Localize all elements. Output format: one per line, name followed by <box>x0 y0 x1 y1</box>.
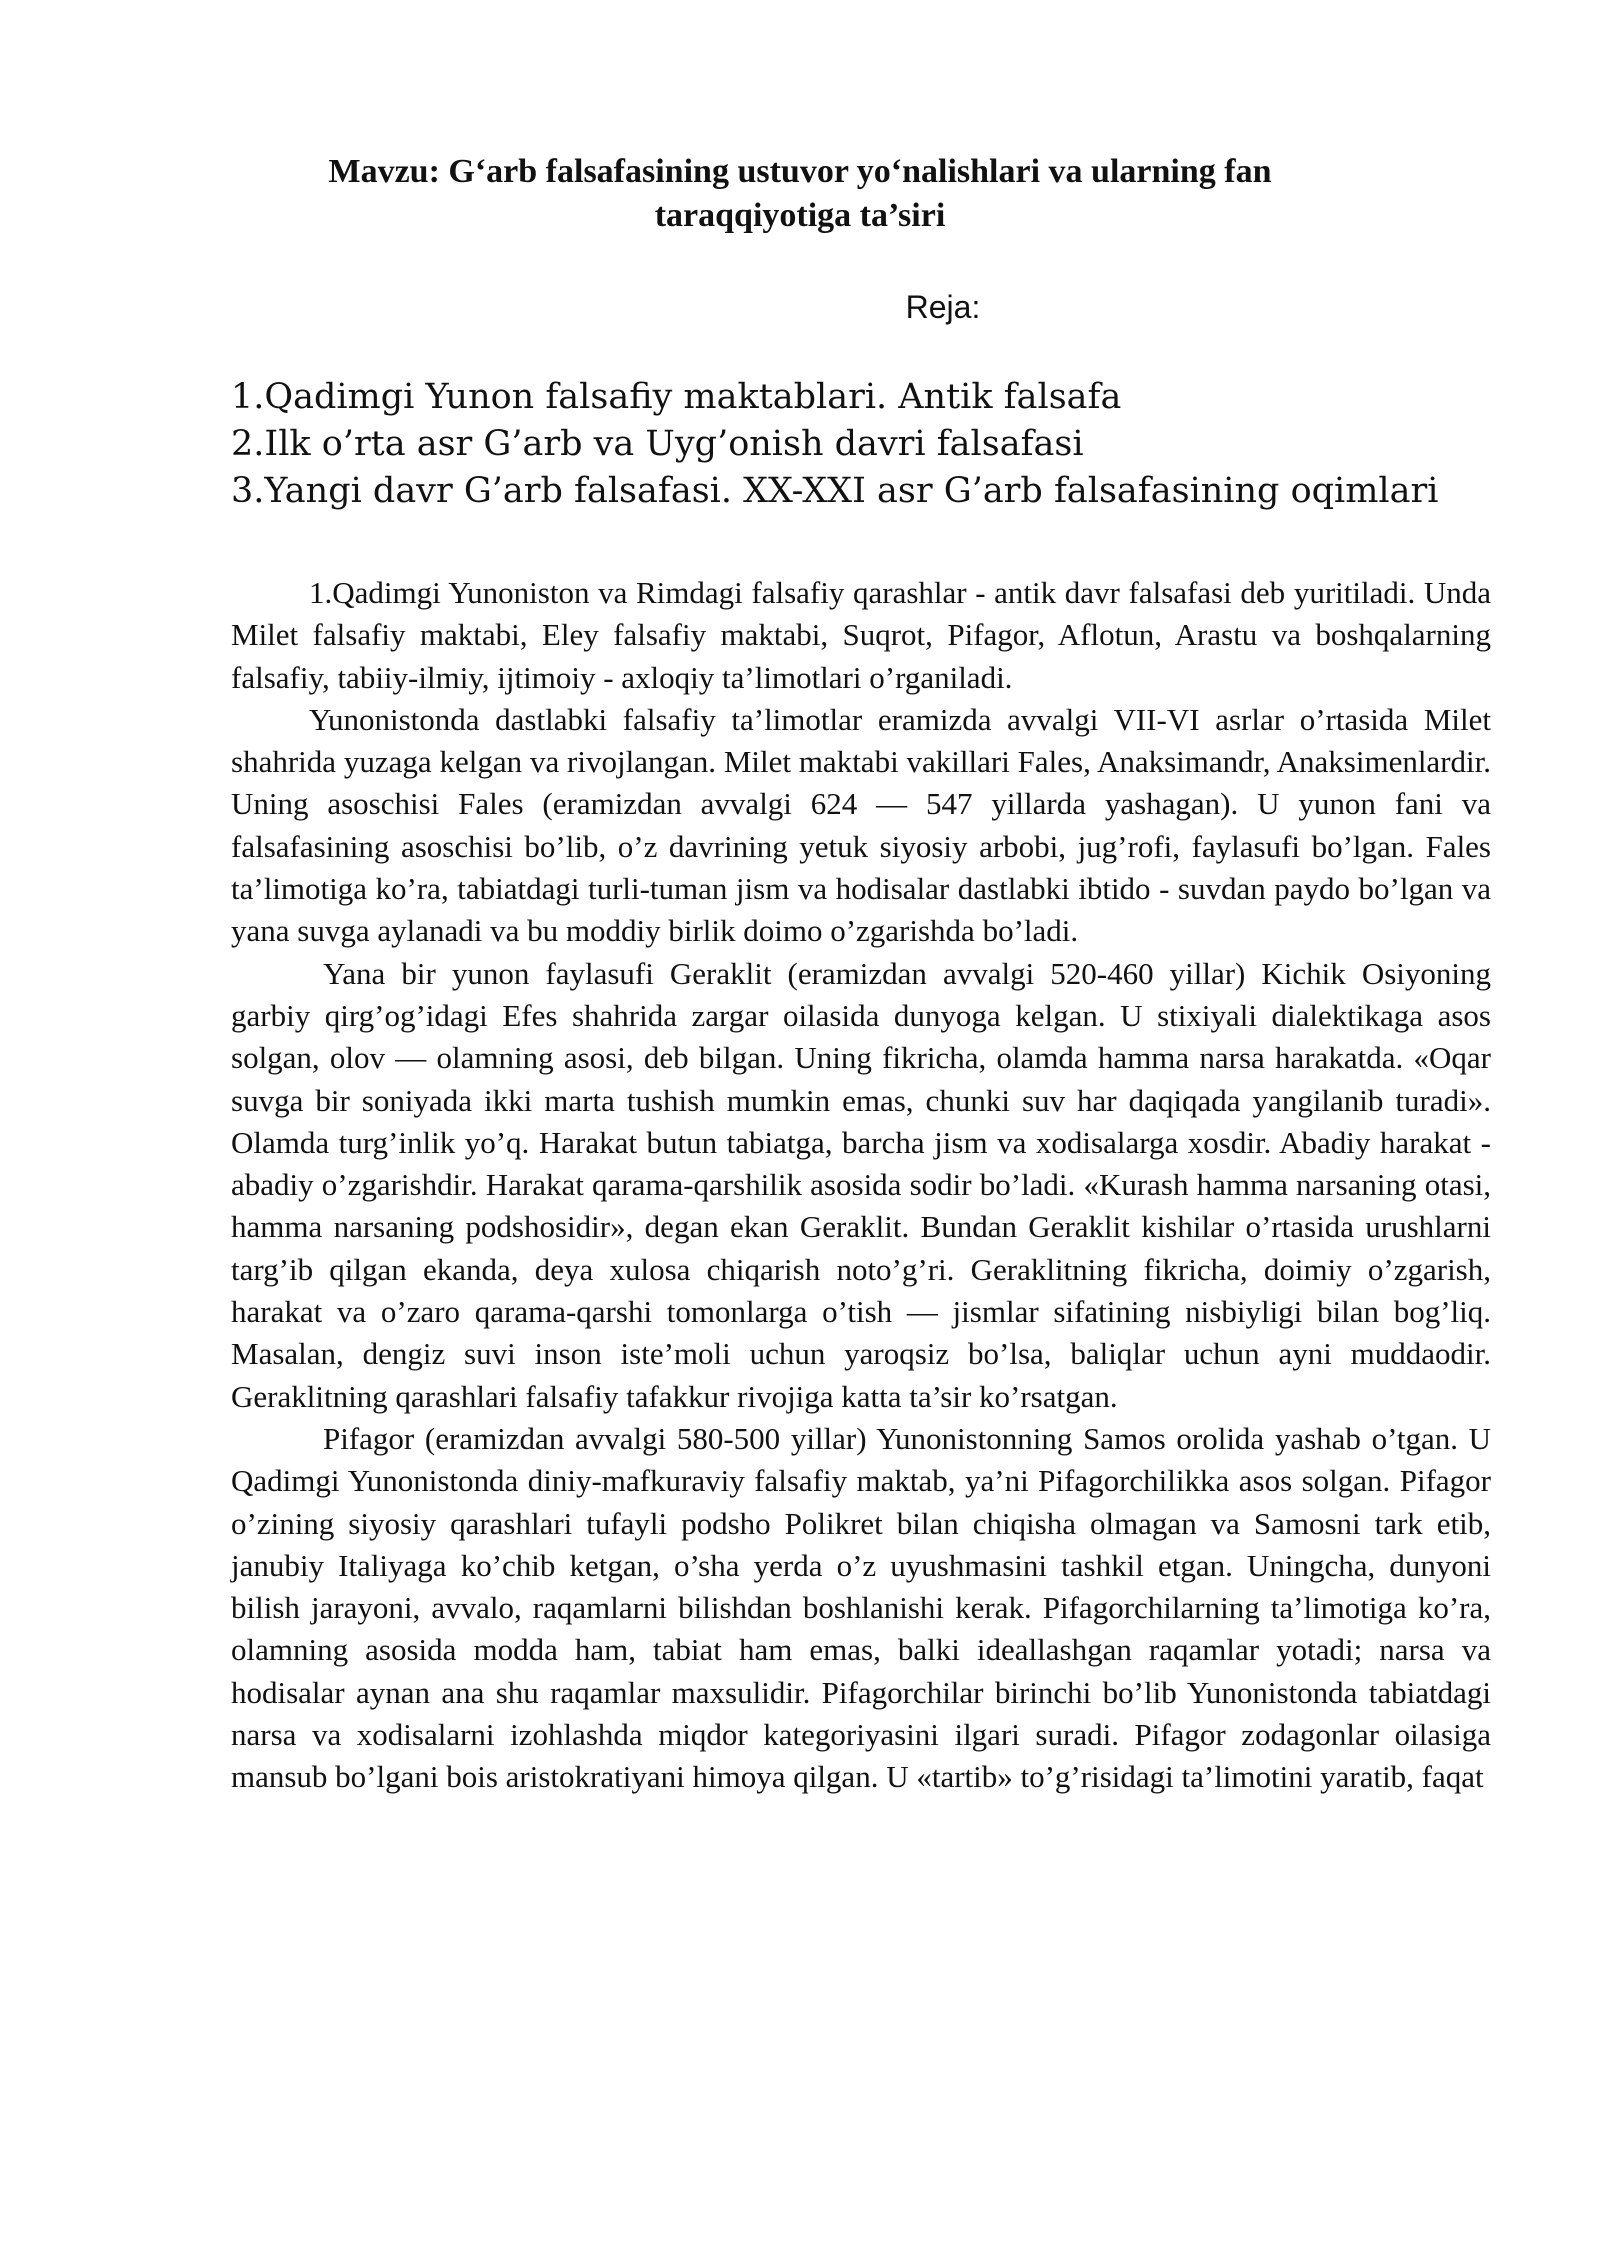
plan-item: 2.Ilk o’rta asr G’arb va Uyg’onish davri falsafasi <box>231 424 1084 464</box>
plan-item: 3.Yangi davr G’arb falsafasi. XX-XXI asr G’arb falsafasining oqimlari <box>231 471 1439 511</box>
document-title <box>300 150 1300 238</box>
body-paragraph: Pifagor (eramizdan avvalgi 580-500 yillar) Yunonistonning Samos orolida yashab o’tgan. U Qadimgi Yunonistonda diniy-mafkuraviy falsafiy maktab, ya’ni Pifagorchilikka asos solgan. Pifagor o’zining siyosiy qarashlari tufayli podsho Polikret bilan chiqisha olmagan va Samosni tark etib, janubiy Italiyaga ko’chib ketgan, o’sha yerda o’z uyushmasini tashkil etgan. Uningcha, dunyoni bilish jarayoni, avvalo, raqamlarni bilishdan boshlanishi kerak. Pifagorchilarning ta’limotiga ko’ra, olamning asosida modda ham, tabiat ham emas, balki ideallashgan raqamlar yotadi; narsa va hodisalar aynan ana shu raqamlar maxsulidir. Pifagorchilar birinchi bo’lib Yunonistonda tabiatdagi narsa va xodisalarni izohlashda miqdor kategoriyasini ilgari suradi. Pifagor zodagonlar oilasiga mansub bo’lgani bois aristokratiyani himoya qilgan. U «tartib» to’g’risidagi ta’limotini yaratib, faqat <box>231 1420 1491 1795</box>
plan-heading-row <box>0 287 1600 327</box>
body-paragraph: Yunonistonda dastlabki falsafiy ta’limotlar eramizda avvalgi VII-VI asrlar o’rtasida Milet shahrida yuzaga kelgan va rivojlangan. Milet maktabi vakillari Fales, Anaksimandr, Anaksimenlardir. Uning asoschisi Fales (eramizdan avvalgi 624 — 547 yillarda yashagan). U yunon fani va falsafasining asoschisi bo’lib, o’z davrining yetuk siyosiy arbobi, jug’rofi, faylasufi bo’lgan. Fales ta’limotiga ko’ra, tabiatdagi turli-tuman jism va hodisalar dastlabki ibtido - suvdan paydo bo’lgan va yana suvga aylanadi va bu moddiy birlik doimo o’zgarishda bo’ladi. <box>231 701 1491 949</box>
plan-item: 1.Qadimgi Yunon falsafiy maktablari. Antik falsafa <box>231 377 1122 417</box>
title-line-1: Mavzu: G‘arb falsafasining ustuvor yo‘nalishlari va ularning fan <box>328 153 1272 190</box>
document-body <box>231 572 1491 1799</box>
plan-heading: Reja: <box>905 289 981 325</box>
title-line-2: taraqqiyotiga ta’siri <box>654 197 946 234</box>
plan-list <box>231 374 1471 515</box>
body-paragraph: 1.Qadimgi Yunoniston va Rimdagi falsafiy qarashlar - antik davr falsafasi deb yuritiladi. Unda Milet falsafiy maktabi, Eley falsafiy maktabi, Suqrot, Pifagor, Aflotun, Arastu va boshqalarning falsafiy, tabiiy-ilmiy, ijtimoiy - axloqiy ta’limotlari o’rganiladi. <box>231 575 1491 695</box>
body-paragraph: Yana bir yunon faylasufi Geraklit (eramizdan avvalgi 520-460 yillar) Kichik Osiyoning garbiy qirg’og’idagi Efes shahrida zargar oilasida dunyoga kelgan. U stixiyali dialektikaga asos solgan, olov — olamning asosi, deb bilgan. Uning fikricha, olamda hamma narsa harakatda. «Oqar suvga bir soniyada ikki marta tushish mumkin emas, chunki suv har daqiqada yangilanib turadi». Olamda turg’inlik yo’q. Harakat butun tabiatga, barcha jism va xodisalarga xosdir. Abadiy harakat - abadiy o’zgarishdir. Harakat qarama-qarshilik asosida sodir bo’ladi. «Kurash hamma narsaning otasi, hamma narsaning podshosidir», degan ekan Geraklit. Bundan Geraklit kishilar o’rtasida urushlarni targ’ib qilgan ekanda, deya xulosa chiqarish noto’g’ri. Geraklitning fikricha, doimiy o’zgarish, harakat va o’zaro qarama-qarshi tomonlarga o’tish — jismlar sifatining nisbiyligi bilan bog’liq. Masalan, dengiz suvi inson iste’moli uchun yaroqsiz bo’lsa, baliqlar uchun ayni muddaodir. Geraklitning qarashlari falsafiy tafakkur rivojiga katta ta’sir ko’rsatgan. <box>231 955 1491 1414</box>
